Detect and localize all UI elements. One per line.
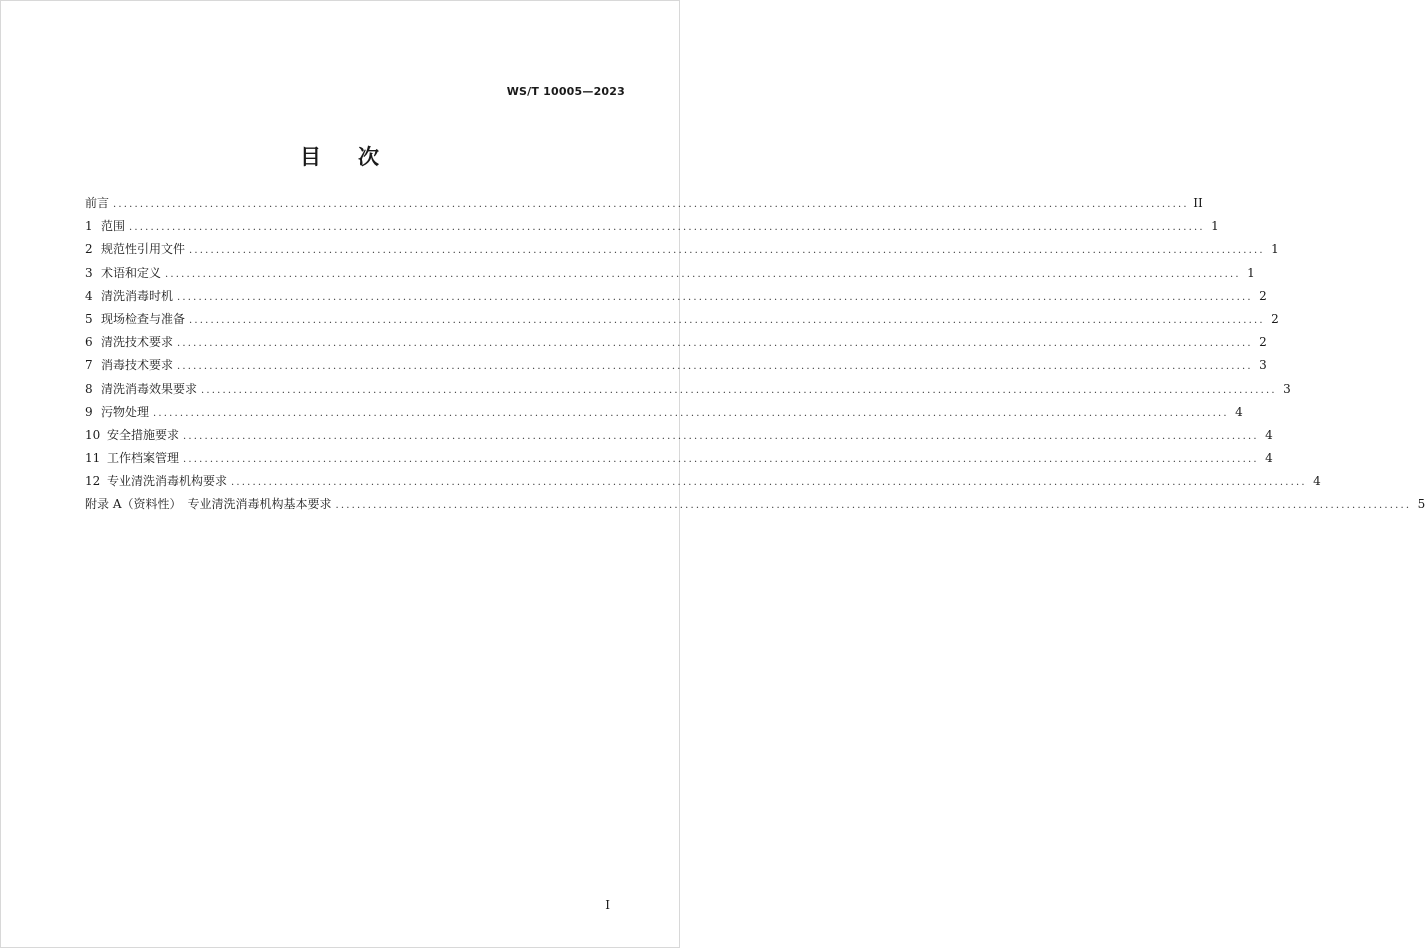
toc-entry-page: 2: [1271, 311, 1279, 326]
toc-leader-dots: ........................................................................................................................................................................................................: [177, 291, 1253, 303]
toc-entry[interactable]: [85, 285, 1267, 308]
toc-leader-dots: ........................................................................................................................................................................................................: [177, 361, 1253, 373]
toc-entry[interactable]: [85, 238, 1279, 261]
toc-entry-page: 3: [1259, 358, 1267, 373]
toc-entry-page: 4: [1265, 451, 1273, 466]
toc-leader-dots: ........................................................................................................................................................................................................: [201, 384, 1277, 396]
toc-leader-dots: ........................................................................................................................................................................................................: [113, 199, 1189, 210]
toc-entry[interactable]: [85, 447, 1273, 470]
toc-entry-label: 污物处理: [101, 404, 150, 419]
toc-entry[interactable]: [85, 401, 1243, 424]
toc-entry-number: 1: [85, 219, 93, 234]
toc-entry[interactable]: [85, 470, 1321, 493]
toc-leader-dots: ........................................................................................................................................................................................................: [189, 314, 1265, 326]
toc-entry[interactable]: [85, 192, 1203, 215]
toc-entry[interactable]: [85, 354, 1267, 377]
toc-entry-label: 清洗消毒效果要求: [101, 381, 198, 396]
toc-entry-number: 3: [85, 265, 93, 280]
toc-leader-dots: ........................................................................................................................................................................................................: [183, 430, 1259, 442]
toc-entry-page: 3: [1283, 381, 1291, 396]
toc-entry[interactable]: [85, 215, 1219, 238]
title-char-1: 目: [300, 145, 322, 169]
toc-entry[interactable]: [85, 424, 1273, 447]
table-of-contents: [85, 192, 1425, 517]
toc-entry-label: 清洗技术要求: [101, 335, 174, 350]
toc-entry-label: 附录 A（资料性） 专业清洗消毒机构基本要求: [85, 497, 332, 512]
toc-entry[interactable]: [85, 262, 1255, 285]
toc-entry[interactable]: [85, 493, 1425, 516]
toc-leader-dots: ........................................................................................................................................................................................................: [153, 407, 1229, 419]
toc-entry-label: 前言: [85, 196, 110, 210]
toc-entry-number: 4: [85, 288, 93, 303]
title-char-2: 次: [358, 145, 380, 169]
toc-entry-label: 术语和定义: [101, 265, 162, 280]
toc-entry[interactable]: [85, 308, 1279, 331]
toc-leader-dots: ........................................................................................................................................................................................................: [129, 222, 1205, 234]
toc-entry-label: 范围: [101, 219, 126, 234]
standard-code: WS/T 10005—2023: [506, 85, 625, 98]
toc-entry-page: II: [1193, 196, 1203, 210]
toc-entry-page: 4: [1265, 427, 1273, 442]
toc-entry-number: 9: [85, 404, 93, 419]
toc-leader-dots: ........................................................................................................................................................................................................: [183, 454, 1259, 466]
toc-entry-label: 安全措施要求: [107, 427, 180, 442]
toc-leader-dots: ........................................................................................................................................................................................................: [335, 500, 1412, 512]
toc-entry-number: 7: [85, 358, 93, 373]
toc-entry-page: 2: [1259, 335, 1267, 350]
toc-entry-label: 工作档案管理: [107, 451, 180, 466]
toc-entry-number: 11: [85, 451, 101, 466]
toc-entry[interactable]: [85, 331, 1267, 354]
page-title: [0, 141, 680, 171]
toc-leader-dots: ........................................................................................................................................................................................................: [231, 477, 1307, 489]
toc-leader-dots: ........................................................................................................................................................................................................: [165, 268, 1241, 280]
toc-entry-label: 消毒技术要求: [101, 358, 174, 373]
toc-entry-number: 10: [85, 427, 101, 442]
toc-entry-label: 专业清洗消毒机构要求: [107, 474, 228, 489]
toc-leader-dots: ........................................................................................................................................................................................................: [189, 245, 1265, 257]
toc-entry-number: 8: [85, 381, 93, 396]
toc-entry-label: 清洗消毒时机: [101, 288, 174, 303]
toc-entry-number: 5: [85, 311, 93, 326]
toc-entry-page: 4: [1235, 404, 1243, 419]
toc-entry-label: 规范性引用文件: [101, 242, 186, 257]
toc-entry-number: 2: [85, 242, 93, 257]
toc-leader-dots: ........................................................................................................................................................................................................: [177, 338, 1253, 350]
toc-entry-page: 1: [1211, 219, 1219, 234]
toc-entry-number: 12: [85, 474, 101, 489]
toc-entry-number: 6: [85, 335, 93, 350]
toc-entry-page: 1: [1271, 242, 1279, 257]
toc-entry[interactable]: [85, 378, 1291, 401]
toc-entry-page: 2: [1259, 288, 1267, 303]
footer-page-number: I: [605, 898, 610, 912]
toc-entry-page: 4: [1313, 474, 1321, 489]
toc-entry-label: 现场检查与准备: [101, 311, 186, 326]
toc-entry-page: 5: [1417, 497, 1425, 512]
toc-entry-page: 1: [1247, 265, 1255, 280]
